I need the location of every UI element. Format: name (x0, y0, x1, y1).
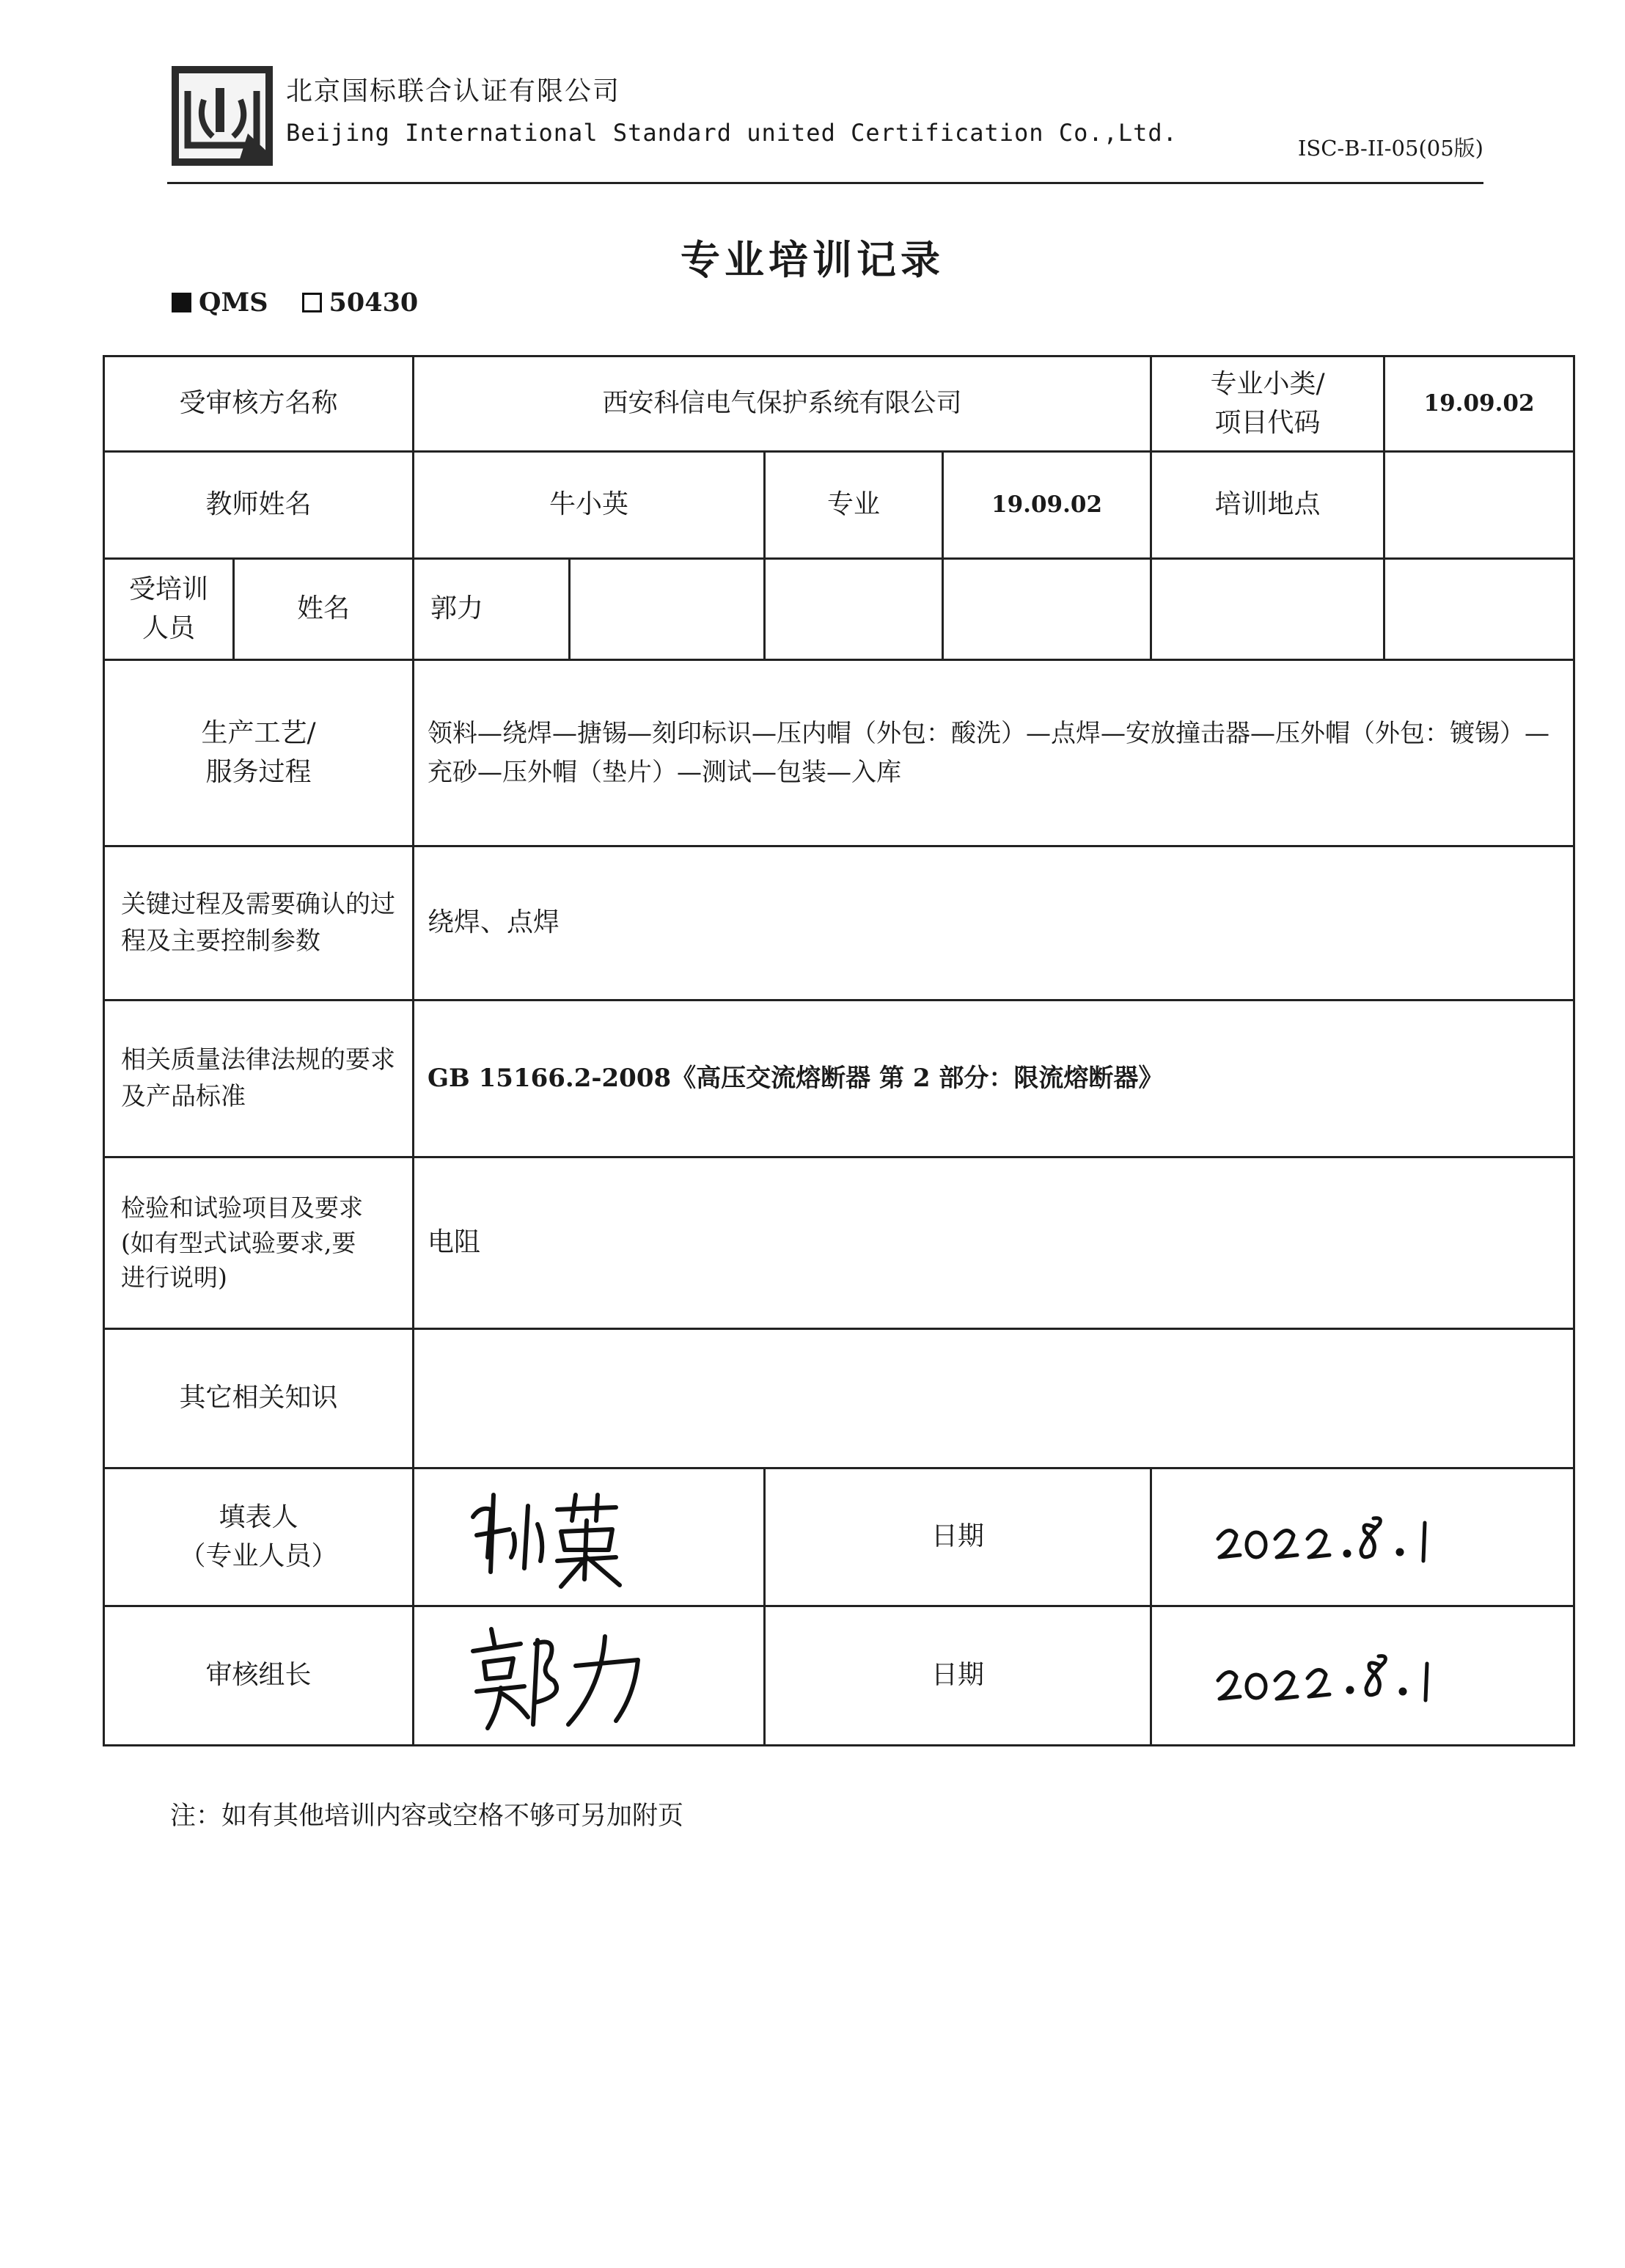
trainee-name-1: 郭力 (414, 559, 570, 660)
leader-row (104, 1606, 1574, 1746)
filler-signature (414, 1468, 765, 1606)
teacher-row (104, 452, 1574, 559)
document-header (167, 59, 1483, 185)
filler-signature-handwriting (458, 1477, 634, 1594)
other-knowledge-label: 其它相关知识 (104, 1329, 414, 1468)
process-label: 生产工艺/ 服务过程 (104, 660, 414, 846)
isc-logo-icon (167, 63, 277, 169)
training-record-table (103, 355, 1575, 1746)
regulations-value: GB 15166.2-2008《高压交流熔断器 第 2 部分：限流熔断器》 (414, 1001, 1574, 1157)
inspection-row (104, 1157, 1574, 1329)
qms-checkbox[interactable] (172, 293, 191, 312)
trainee-name-6 (1384, 559, 1574, 660)
major-value: 19.09.02 (943, 452, 1151, 559)
form-code: ISC-B-II-05(05版) (1297, 136, 1483, 161)
other-knowledge-value (414, 1329, 1574, 1468)
leader-date-label: 日期 (765, 1606, 1151, 1746)
standard-50430-checkbox[interactable] (302, 293, 322, 312)
filler-date-handwriting (1211, 1488, 1445, 1576)
filler-date-label: 日期 (765, 1468, 1151, 1606)
footnote: 注：如有其他培训内容或空格不够可另加附页 (170, 1801, 684, 1831)
leader-date (1151, 1606, 1574, 1746)
trainee-name-5 (1151, 559, 1384, 660)
auditee-value: 西安科信电气保护系统有限公司 (414, 356, 1151, 452)
location-label: 培训地点 (1151, 452, 1384, 559)
inspection-value: 电阻 (414, 1157, 1574, 1329)
category-label: 专业小类/ 项目代码 (1151, 356, 1384, 452)
other-knowledge-row (104, 1329, 1574, 1468)
filler-label: 填表人 （专业人员） (104, 1468, 414, 1606)
key-process-label: 关键过程及需要确认的过程及主要控制参数 (104, 846, 414, 1001)
auditee-row (104, 356, 1574, 452)
trainee-name-2 (570, 559, 765, 660)
process-value: 领料—绕焊—搪锡—刻印标识—压内帽（外包：酸洗）—点焊—安放撞击器—压外帽（外包：镀锡）—充砂—压外帽（垫片）—测试—包装—入库 (414, 660, 1574, 846)
filler-date (1151, 1468, 1574, 1606)
process-row (104, 660, 1574, 846)
company-name-en: Beijing International Standard united Certification Co.,Ltd. (286, 119, 1178, 147)
leader-date-handwriting (1211, 1625, 1445, 1713)
trainee-name-3 (765, 559, 943, 660)
management-system-selector (172, 288, 418, 318)
inspection-label: 检验和试验项目及要求 (如有型式试验要求,要 进行说明) (104, 1157, 414, 1329)
regulations-row (104, 1001, 1574, 1157)
leader-label: 审核组长 (104, 1606, 414, 1746)
major-label: 专业 (765, 452, 943, 559)
trainee-label: 受培训 人员 (104, 559, 234, 660)
filler-row (104, 1468, 1574, 1606)
standard-50430-label: 50430 (329, 288, 419, 318)
trainee-name-label: 姓名 (234, 559, 414, 660)
trainee-row (104, 559, 1574, 660)
leader-signature (414, 1606, 765, 1746)
auditee-label: 受审核方名称 (104, 356, 414, 452)
company-name-cn: 北京国标联合认证有限公司 (286, 76, 621, 106)
key-process-value: 绕焊、点焊 (414, 846, 1574, 1001)
category-value: 19.09.02 (1384, 356, 1574, 452)
qms-label: QMS (199, 288, 268, 318)
trainee-name-4 (943, 559, 1151, 660)
regulations-label: 相关质量法律法规的要求及产品标准 (104, 1001, 414, 1157)
teacher-value: 牛小英 (414, 452, 765, 559)
location-value (1384, 452, 1574, 559)
document-title: 专业培训记录 (681, 236, 944, 283)
header-divider (167, 182, 1483, 184)
teacher-label: 教师姓名 (104, 452, 414, 559)
leader-signature-handwriting (458, 1614, 649, 1735)
key-process-row (104, 846, 1574, 1001)
